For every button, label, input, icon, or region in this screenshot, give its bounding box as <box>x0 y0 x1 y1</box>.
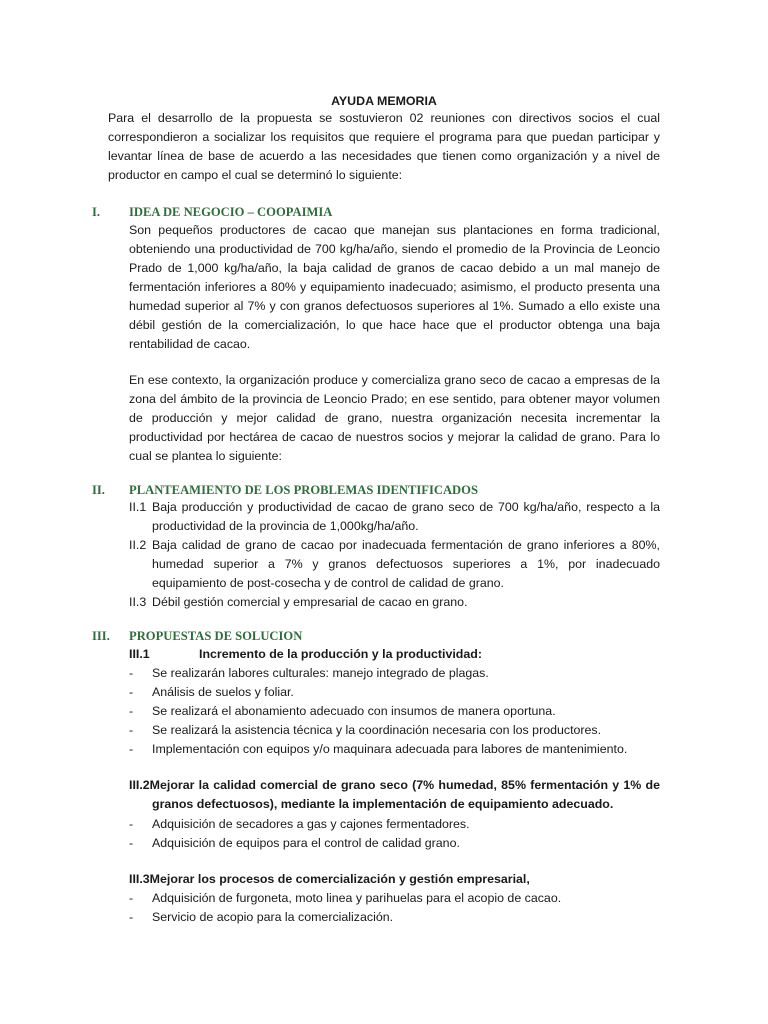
section-1-paragraph: Son pequeños productores de cacao que manejan sus plantaciones en forma tradicional, obteniendo una productividad de 700 kg/ha/año, siendo el promedio de la Provincia de Leoncio Prado de 1,000 kg/ha/año, la baja calidad de granos de cacao debido a un mal manejo de fermentación inferiores a 80% y equipamiento inadecuado; asimismo, el producto presenta una humedad superior al 7% y con granos defectuosos superiores al 1%. Sumado a ello existe una débil gestión de la comercialización, lo que hace hace que el productor obtenga una baja rentabilidad de cacao. <box>129 223 660 351</box>
list-item: - Se realizará la asistencia técnica y la coordinación necesaria con los productores. <box>129 723 602 737</box>
section-2-heading <box>92 481 692 499</box>
problem-item <box>129 593 660 612</box>
list-item: - Implementación con equipos y/o maquinara adecuada para labores de mantenimiento. <box>129 742 628 756</box>
subsection-3-3-heading <box>129 870 669 889</box>
item-number: II.2 <box>129 538 147 552</box>
section-number: II. <box>92 483 105 497</box>
document-title: AYUDA MEMORIA <box>331 94 437 108</box>
section-title: PROPUESTAS DE SOLUCION <box>129 629 303 643</box>
item-number: II.3 <box>129 595 147 609</box>
list-item: - Servicio de acopio para la comercialización. <box>129 910 394 924</box>
subsection-title: Mejorar los procesos de comercialización y gestión empresarial, <box>149 872 530 886</box>
list-item: - Análisis de suelos y foliar. <box>129 685 294 699</box>
subsection-number: III.2 <box>129 778 150 792</box>
section-number: I. <box>92 205 101 219</box>
intro-paragraph: Para el desarrollo de la propuesta se sostuvieron 02 reuniones con directivos socios el cual correspondieron a socializar los requisitos que requiere el programa para que puedan participar y levantar línea de base de acuerdo a las necesidades que tienen como organización y a nivel de productor en campo el cual se determinó lo siguiente: <box>108 111 660 182</box>
list-item: - Adquisición de secadores a gas y cajones fermentadores. <box>129 817 470 831</box>
section-3-heading <box>92 627 692 645</box>
section-1-heading <box>92 203 692 221</box>
section-title: PLANTEAMIENTO DE LOS PROBLEMAS IDENTIFICADOS <box>129 483 478 497</box>
item-number: II.1 <box>129 500 147 514</box>
subsection-3-2-heading <box>129 776 660 814</box>
problem-item <box>129 536 660 593</box>
list-item: - Se realizarán labores culturales: manejo integrado de plagas. <box>129 666 489 680</box>
subsection-title-line: III.2Mejorar la calidad comercial de grano seco (7% humedad, 85% fermentación y 1% de <box>129 778 660 792</box>
section-title: IDEA DE NEGOCIO – COOPAIMIA <box>129 205 333 219</box>
section-number: III. <box>92 629 110 643</box>
bullet-list <box>129 889 669 927</box>
item-text: Baja producción y productividad de cacao de grano seco de 700 kg/ha/año, respecto a la productividad de la provincia de 1,000kg/ha/año. <box>152 500 660 533</box>
list-item: - Adquisición de furgoneta, moto linea y parihuelas para el acopio de cacao. <box>129 891 562 905</box>
bullet-list <box>129 664 669 759</box>
list-item: - Se realizará el abonamiento adecuado con insumos de manera oportuna. <box>129 704 556 718</box>
problem-list <box>129 498 660 612</box>
subsection-number: III.3 <box>129 872 150 886</box>
problem-item <box>129 498 660 536</box>
bullet-list <box>129 815 669 853</box>
subsection-title: Incremento de la producción y la productividad: <box>199 647 482 661</box>
subsection-title-line: granos defectuosos), mediante la implementación de equipamiento adecuado. <box>152 797 614 811</box>
subsection-3-1-heading <box>129 645 669 664</box>
section-1-paragraph: En ese contexto, la organización produce y comercializa grano seco de cacao a empresas de la zona del ámbito de la provincia de Leoncio Prado; en ese sentido, para obtener mayor volumen de producción y mejor calidad de grano, nuestra organización necesita incrementar la productividad por hectárea de cacao de nuestros socios y mejorar la calidad de grano. Para lo cual se plantea lo siguiente: <box>129 373 660 463</box>
list-item: - Adquisición de equipos para el control de calidad grano. <box>129 836 460 850</box>
item-text: Débil gestión comercial y empresarial de cacao en grano. <box>152 595 468 609</box>
subsection-number: III.1 <box>129 647 150 661</box>
item-text: Baja calidad de grano de cacao por inadecuada fermentación de grano inferiores a 80%, humedad superior a 7% y granos defectuosos superiores a 1%, por inadecuado equipamiento de post-cosecha y de control de calidad de grano. <box>152 538 660 590</box>
